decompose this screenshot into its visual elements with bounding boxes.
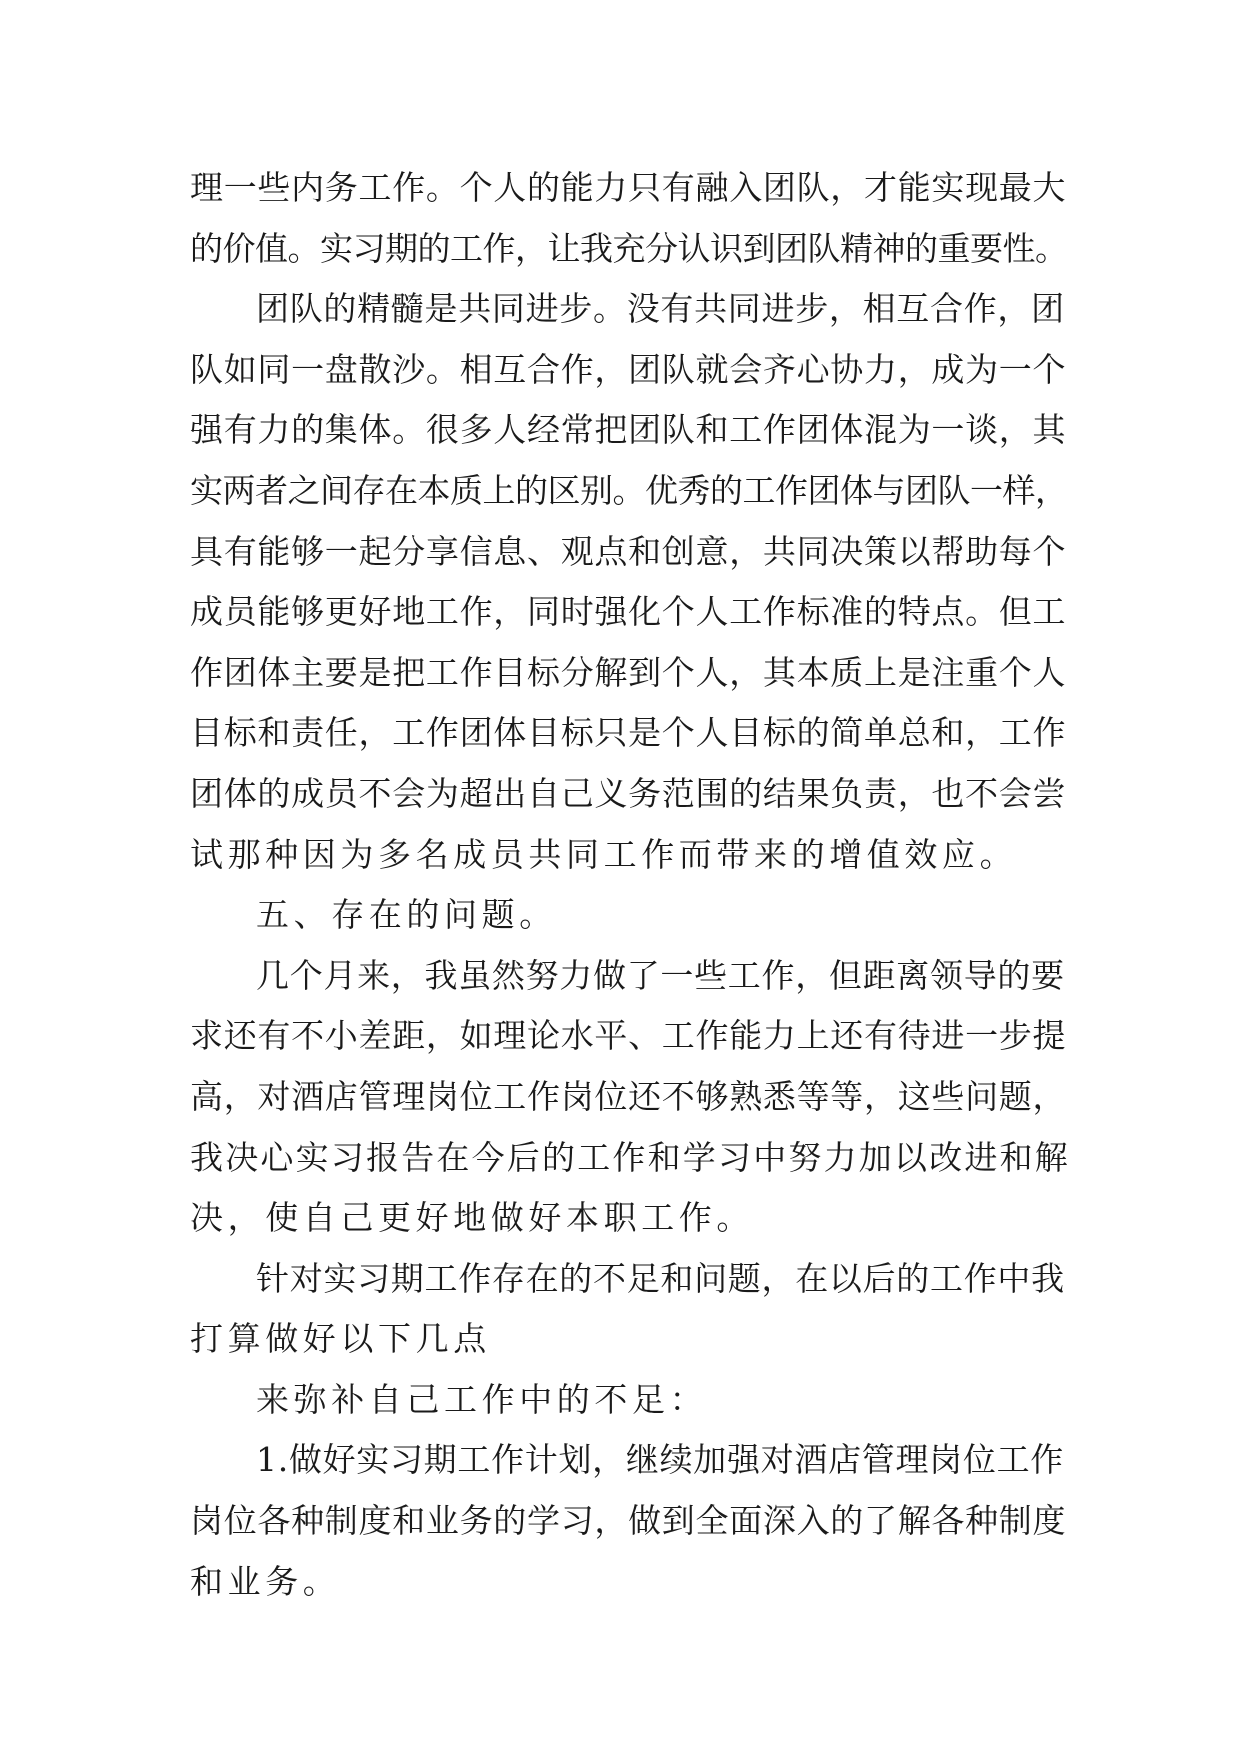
text-line: 的价值。实习期的工作，让我充分认识到团队精神的重要性。 (190, 228, 1068, 268)
text-line: 理一些内务工作。个人的能力只有融入团队，才能实现最大 (190, 168, 1067, 207)
text-line: 岗位各种制度和业务的学习，做到全面深入的了解各种制度 (190, 1501, 1067, 1541)
text-line: 团体的成员不会为超出自己义务范围的结果负责，也不会尝 (190, 773, 1067, 813)
body-text (190, 158, 1070, 1612)
text-line: 针对实习期工作存在的不足和问题，在以后的工作中我 (256, 1258, 1065, 1298)
text-line: 作团体主要是把工作目标分解到个人，其本质上是注重个人 (190, 652, 1067, 692)
text-line: 我决心实习报告在今后的工作和学习中努力加以改进和解 (190, 1137, 1070, 1177)
text-line: 实两者之间存在本质上的区别。优秀的工作团体与团队一样， (190, 470, 1068, 510)
text-line: 和业务。 (190, 1561, 341, 1601)
text-line: 打算做好以下几点 (190, 1319, 491, 1359)
text-line: 目标和责任，工作团体目标只是个人目标的简单总和，工作 (190, 713, 1067, 753)
text-line: 来弥补自己工作中的不足： (256, 1379, 708, 1419)
text-line: 强有力的集体。很多人经常把团队和工作团体混为一谈，其 (190, 410, 1067, 450)
text-line: 1.做好实习期工作计划，继续加强对酒店管理岗位工作 (256, 1440, 1064, 1480)
text-line: 决，使自己更好地做好本职工作。 (190, 1198, 754, 1238)
text-line: 求还有不小差距，如理论水平、工作能力上还有待进一步提 (190, 1016, 1067, 1056)
text-line: 五、存在的问题。 (256, 895, 557, 935)
text-line: 成员能够更好地工作，同时强化个人工作标准的特点。但工 (190, 592, 1067, 632)
text-line: 团队的精髓是共同进步。没有共同进步，相互合作，团 (256, 289, 1065, 329)
text-line: 试那种因为多名成员共同工作而带来的增值效应。 (190, 834, 1018, 874)
text-line: 几个月来，我虽然努力做了一些工作，但距离领导的要 (256, 955, 1065, 995)
text-line: 具有能够一起分享信息、观点和创意，共同决策以帮助每个 (190, 531, 1067, 571)
text-line: 队如同一盘散沙。相互合作，团队就会齐心协力，成为一个 (190, 349, 1067, 389)
text-line: 高，对酒店管理岗位工作岗位还不够熟悉等等，这些问题， (190, 1076, 1067, 1116)
